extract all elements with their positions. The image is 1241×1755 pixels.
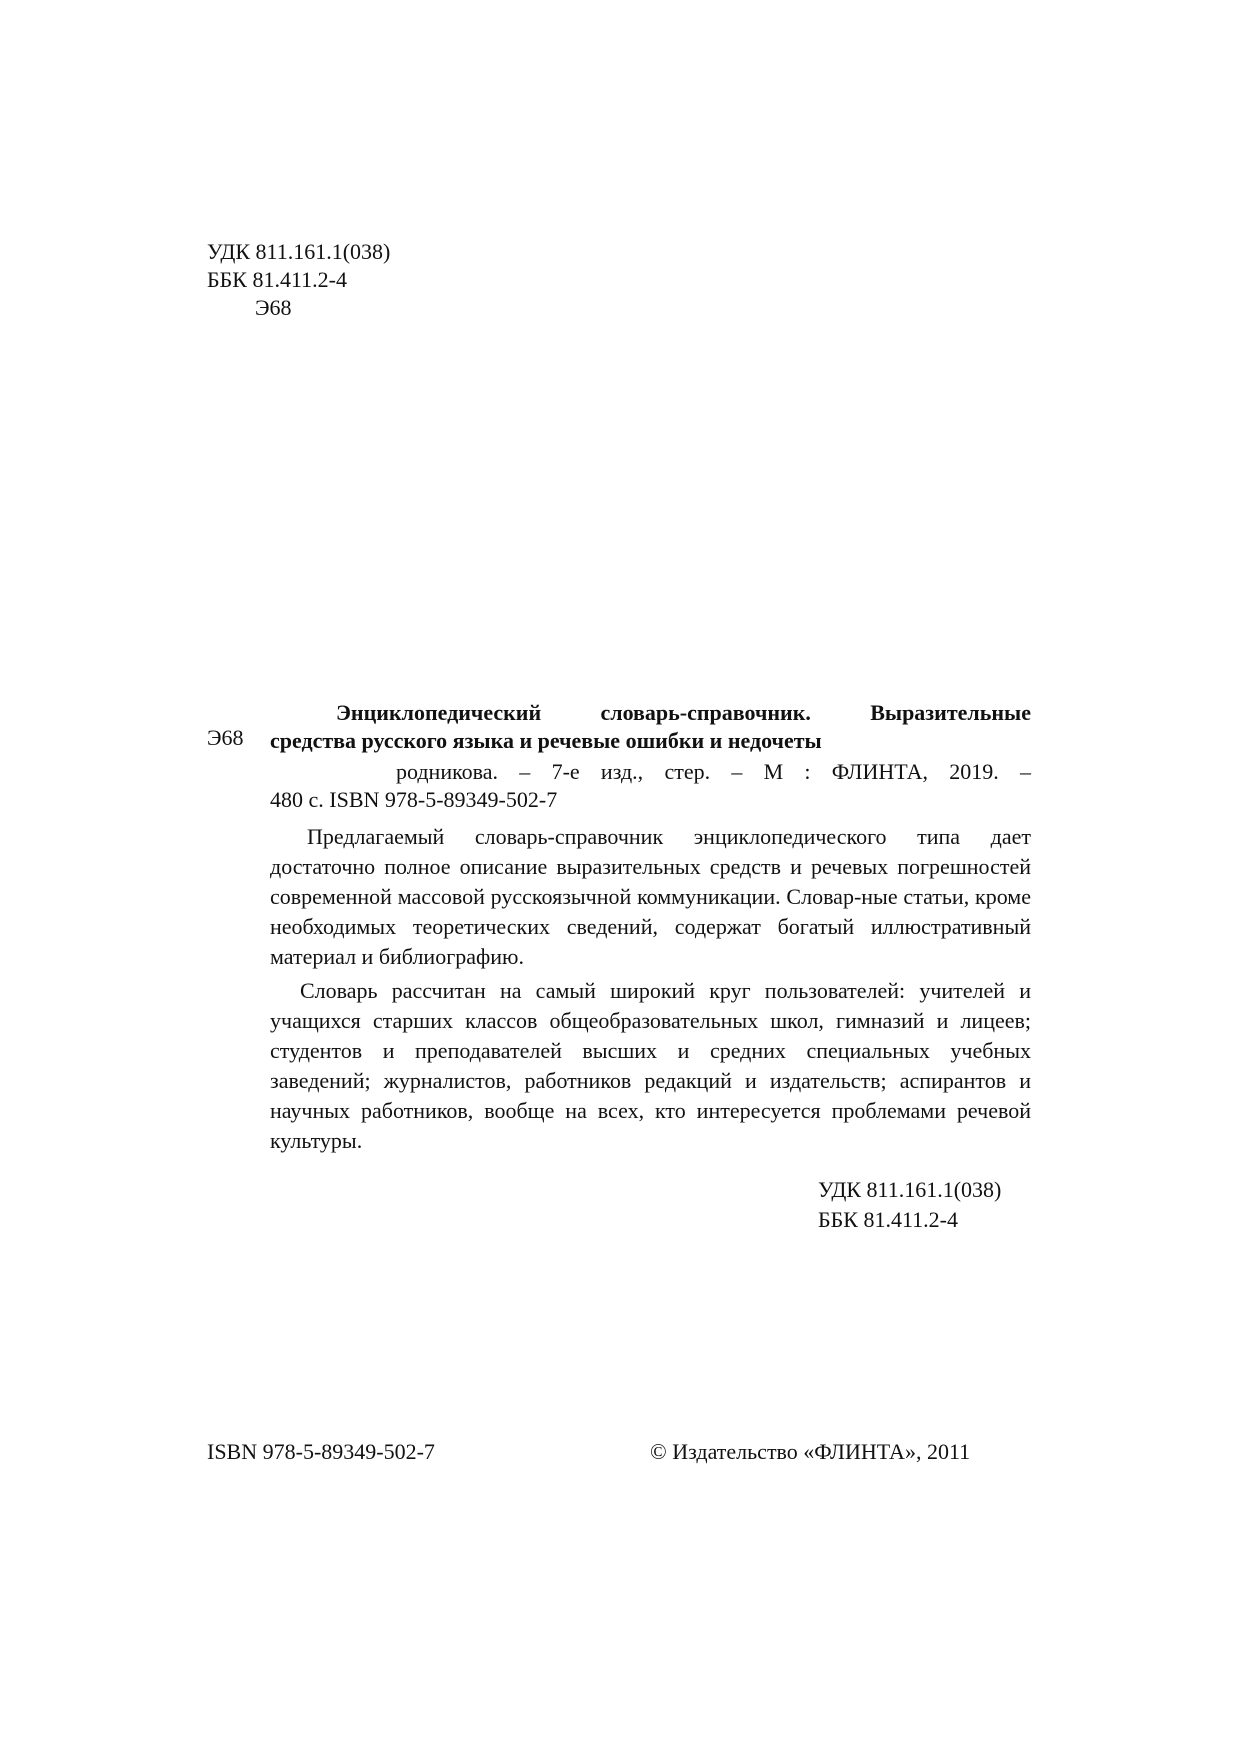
annotation-paragraph-1: Предлагаемый словарь-справочник энциклопедического типа дает достаточно полное описание выразительных средств и речевых погрешностей современной массовой русскоязычной коммуникации. Словар-ные статьи, кроме необходимых теоретических сведений, содержат богатый иллюстративный материал и библиографию.: [270, 824, 1031, 969]
top-classification: [207, 238, 390, 322]
imprint-line-2: 480 с. ISBN 978-5-89349-502-7: [270, 787, 558, 812]
book-title-line-2: средства русского языка и речевые ошибки и недочеты: [270, 728, 822, 753]
publication-imprint: [270, 758, 1031, 814]
imprint-line-1: родникова. – 7-е изд., стер. – М : ФЛИНТА, 2019. –: [396, 759, 1031, 784]
book-title: [270, 699, 1031, 755]
isbn: ISBN 978-5-89349-502-7: [207, 1439, 435, 1464]
udk-code: УДК 811.161.1(038): [207, 239, 391, 264]
annotation: [270, 822, 1031, 1156]
bbk-code: ББК 81.411.2-4: [207, 267, 347, 292]
card-cipher: Э68: [207, 725, 244, 750]
udk-code-bottom: УДК 811.161.1(038): [818, 1177, 1002, 1202]
book-title-line-1: Энциклопедический словарь-справочник. Выразительные: [336, 700, 1031, 725]
bottom-classification: [818, 1175, 1001, 1235]
author-cipher: Э68: [255, 295, 292, 320]
bbk-code-bottom: ББК 81.411.2-4: [818, 1207, 958, 1232]
copyright: © Издательство «ФЛИНТА», 2011: [650, 1439, 971, 1464]
annotation-paragraph-2: Словарь рассчитан на самый широкий круг пользователей: учителей и учащихся старших классов общеобразовательных школ, гимназий и лицеев; студентов и преподавателей высших и средних специальных учебных заведений; журналистов, работников редакций и издательств; аспирантов и научных работников, вообще на всех, кто интересуется проблемами речевой культуры.: [270, 978, 1031, 1153]
